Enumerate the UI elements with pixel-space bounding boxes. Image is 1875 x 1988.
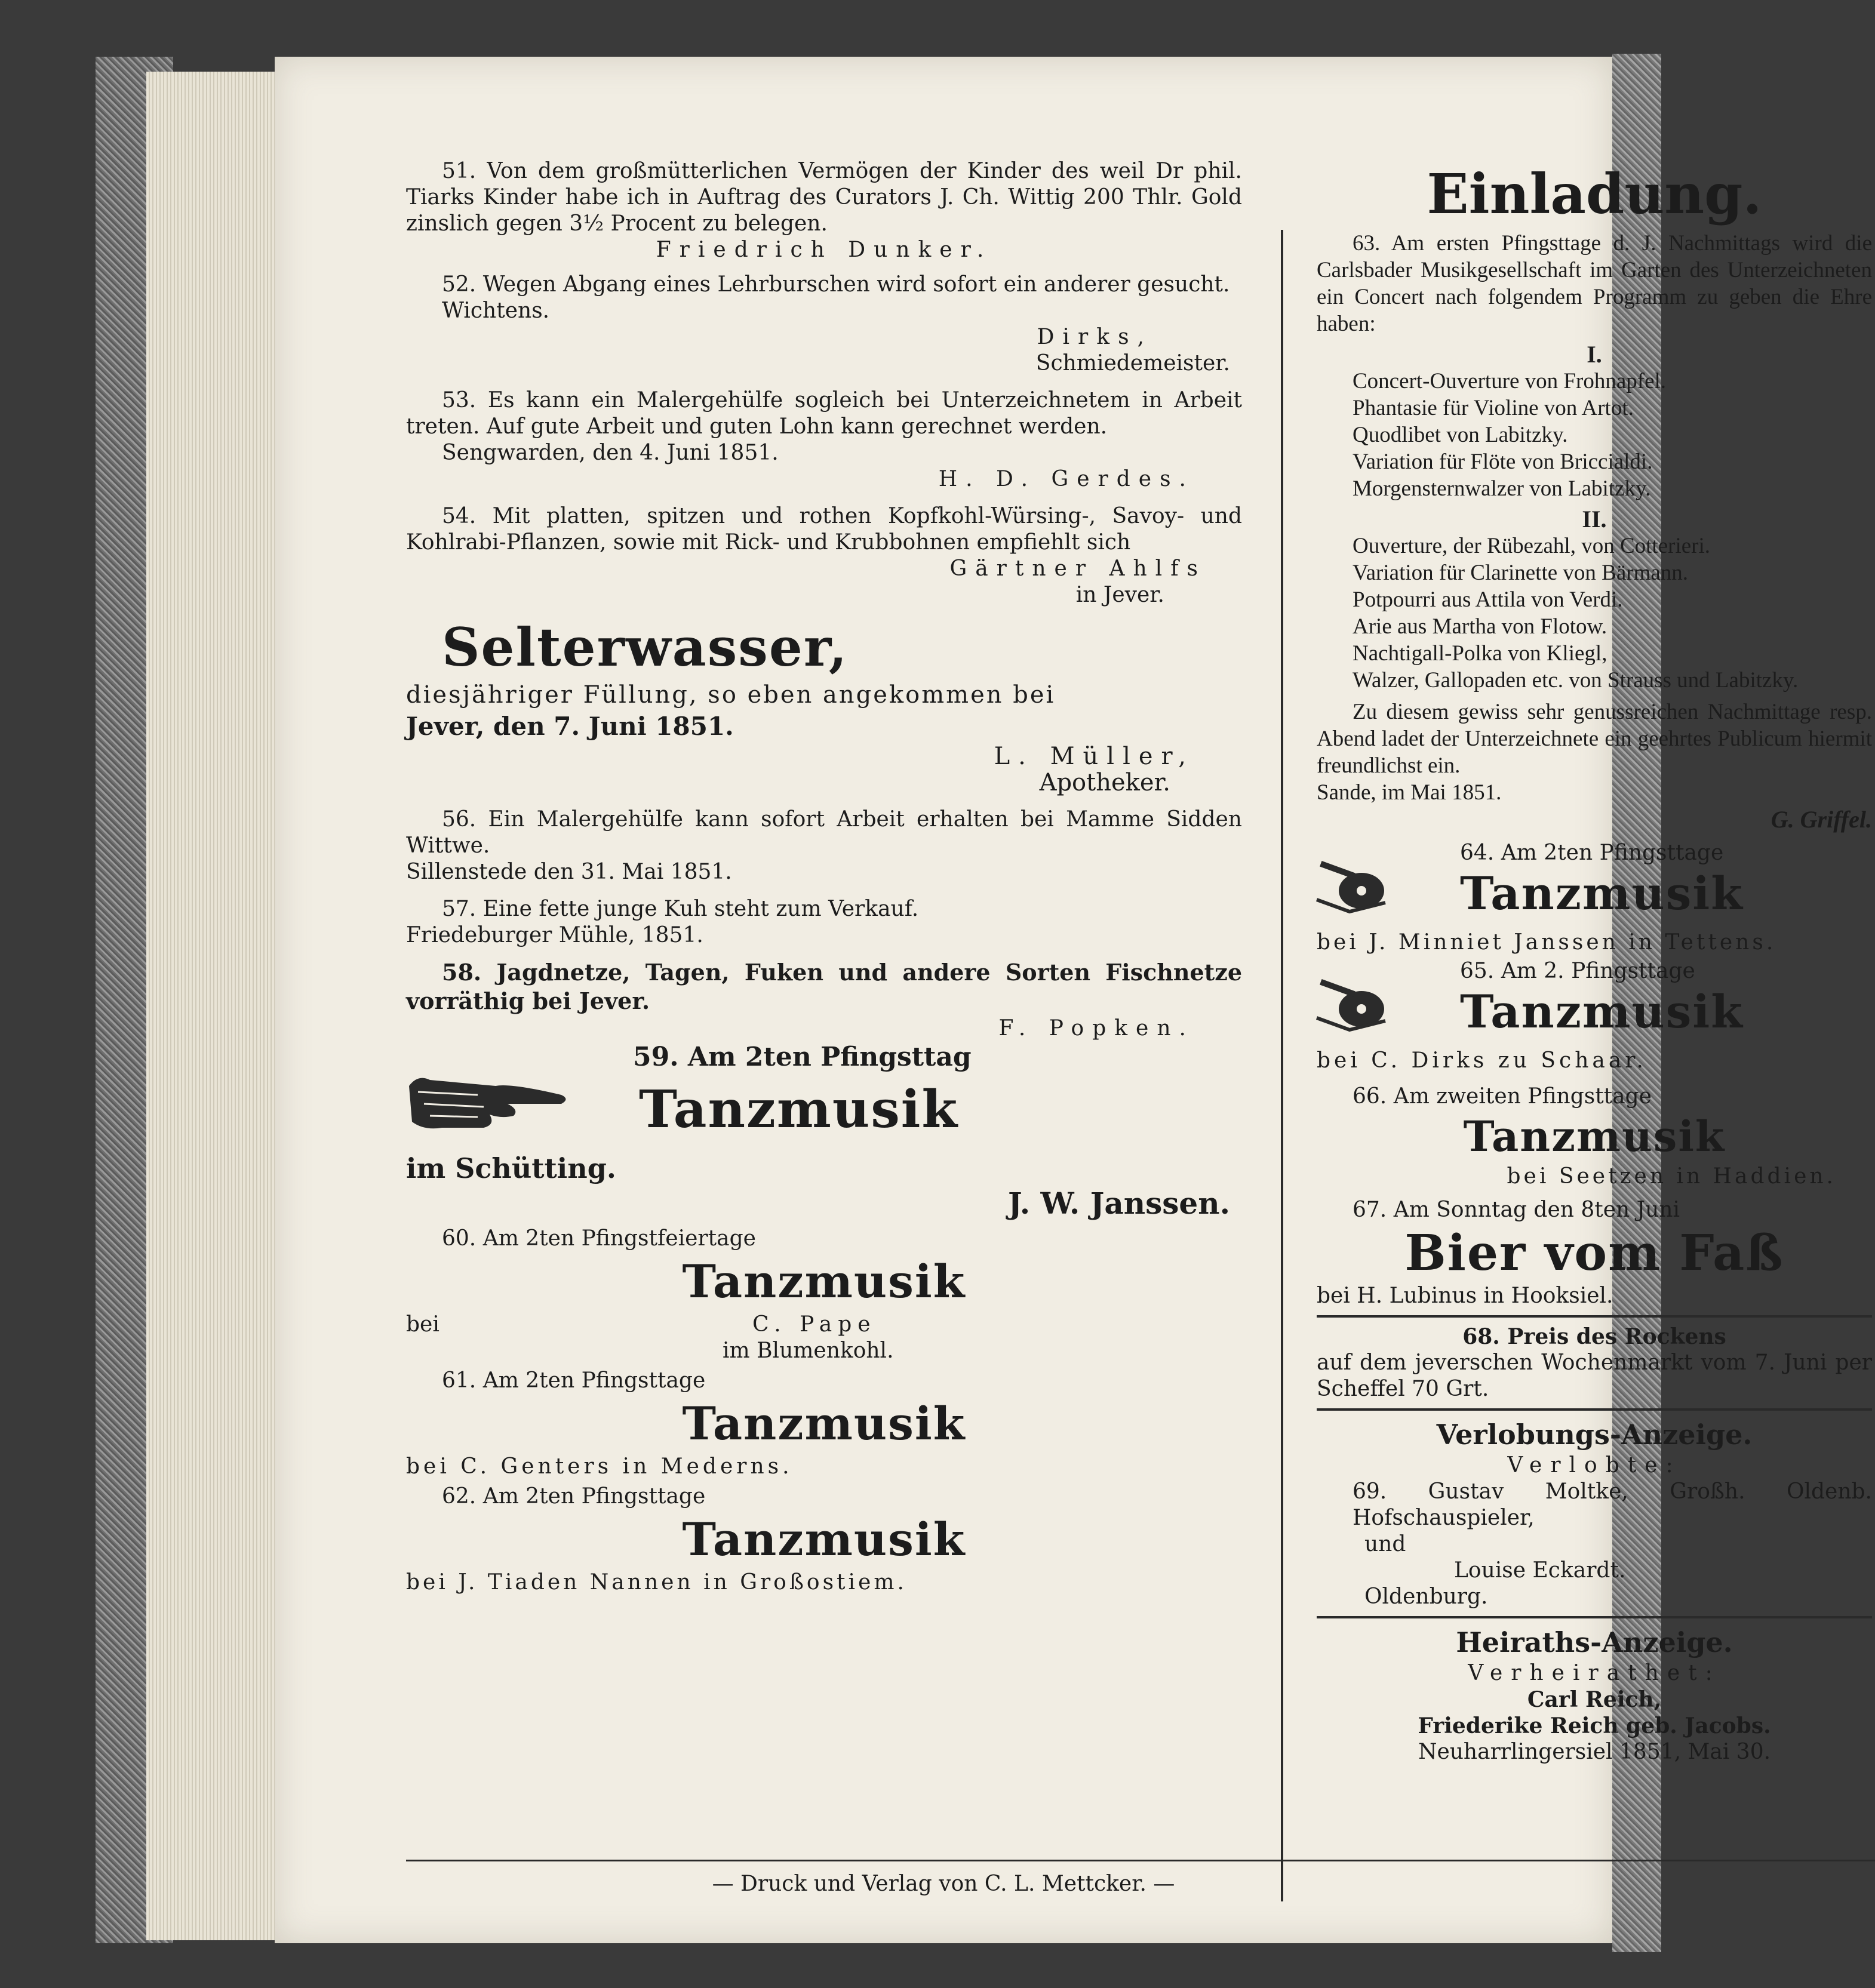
ad-63-text: 63. Am ersten Pfingsttage d. J. Nachmittags wird die Carlsbader Musikgesellschaft im Garten des Unterzeichneten ein Concert nach folgendem Programm zu geben die Ehre haben: xyxy=(1317,231,1872,336)
ad-63-title: Einladung. xyxy=(1427,162,1762,226)
newspaper-page xyxy=(275,57,1872,1943)
ad-55-date: Jever, den 7. Juni 1851. xyxy=(406,712,734,741)
ad-65-heading: 65. Am 2. Pfingsttage xyxy=(1460,959,1695,983)
left-column xyxy=(406,158,1242,1596)
ad-61-title: Tanzmusik xyxy=(682,1397,966,1450)
program-item: Quodlibet von Labitzky. xyxy=(1353,423,1568,447)
ad-61-line: bei C. Genters in Mederns. xyxy=(406,1454,793,1479)
program-part-2: II. xyxy=(1582,506,1607,533)
program-list-2 xyxy=(1353,533,1872,694)
ad-55-headline: Selterwasser, xyxy=(442,616,849,678)
program-item: Walzer, Gallopaden etc. von Strauss und Labitzky. xyxy=(1353,668,1799,693)
ad-52-text: 52. Wegen Abgang eines Lehrburschen wird sofort ein anderer gesucht. xyxy=(442,272,1230,297)
ad-64-block xyxy=(1317,840,1872,930)
ad-52-title: Schmiedemeister. xyxy=(1035,351,1230,376)
ad-60-signature: C. Pape xyxy=(752,1312,877,1337)
ad-60-title: Tanzmusik xyxy=(682,1255,966,1308)
ad-54-place: in Jever. xyxy=(1075,583,1164,607)
bottom-rule xyxy=(406,1860,1875,1861)
ad-59-title: Tanzmusik xyxy=(639,1079,959,1140)
program-part-1: I. xyxy=(1587,341,1602,368)
printer-imprint: — Druck und Verlag von C. L. Mettcker. — xyxy=(712,1872,1175,1896)
ad-60-bei: bei xyxy=(406,1312,439,1337)
ad-55-title: Apotheker. xyxy=(1039,769,1170,796)
marriage-name-2: Friederike Reich geb. Jacobs. xyxy=(1418,1713,1771,1738)
ad-67-line: bei H. Lubinus in Hooksiel. xyxy=(1317,1284,1613,1308)
ad-60-signature-block xyxy=(406,1312,1242,1364)
right-column xyxy=(1317,158,1872,1765)
program-item: Variation für Clarinette von Bärmann. xyxy=(1353,561,1689,585)
ad-54-text: 54. Mit platten, spitzen und rothen Kopfkohl-Würsing-, Savoy- und Kohlrabi-Pflanzen, sowie mit Rick- und Krubbohnen empfiehlt sich xyxy=(406,504,1242,555)
ad-57-place: Friedeburger Mühle, 1851. xyxy=(406,923,703,947)
ad-53-text: 53. Es kann ein Malergehülfe sogleich bei Unterzeichnetem in Arbeit treten. Auf gute Arbeit und guten Lohn kann gerechnet werden. xyxy=(406,388,1242,439)
marriage-name-1: Carl Reich, xyxy=(1527,1687,1662,1712)
guitar-icon xyxy=(1314,970,1397,1036)
separator-rule xyxy=(1317,1315,1872,1318)
column-divider xyxy=(1281,230,1283,1901)
separator-rule xyxy=(1317,1408,1872,1411)
ad-69-line-1: 69. Gustav Moltke, Großh. Oldenb. Hofschauspieler, xyxy=(1353,1479,1872,1530)
ad-56-text: 56. Ein Malergehülfe kann sofort Arbeit erhalten bei Mamme Sidden Wittwe. xyxy=(406,807,1242,858)
ad-59-heading: 59. Am 2ten Pfingsttag xyxy=(633,1042,972,1072)
ad-61-heading: 61. Am 2ten Pfingsttage xyxy=(442,1368,706,1393)
ad-58-signature: F. Popken. xyxy=(998,1016,1194,1041)
ad-64-heading: 64. Am 2ten Pfingsttage xyxy=(1460,841,1724,865)
guitar-icon xyxy=(1314,852,1397,918)
ad-69-und: und xyxy=(1364,1532,1406,1556)
ad-51-text: 51. Von dem großmütterlichen Vermögen der Kinder des weil Dr phil. Tiarks Kinder habe ich in Auftrag des Curators J. Ch. Wittig 200 Thlr. Gold zinslich gegen 3½ Procent zu belegen. xyxy=(406,159,1242,236)
program-item: Potpourri aus Attila von Verdi. xyxy=(1353,587,1623,612)
page-edges xyxy=(146,72,284,1940)
marriage-date: Neuharrlingersiel 1851, Mai 30. xyxy=(1418,1740,1771,1764)
ad-51-signature: Friedrich Dunker. xyxy=(656,238,992,262)
ad-60-heading: 60. Am 2ten Pfingstfeiertage xyxy=(442,1226,756,1251)
ad-52-place: Wichtens. xyxy=(442,298,550,323)
ad-66-title: Tanzmusik xyxy=(1463,1112,1726,1161)
program-item: Ouverture, der Rübezahl, von Cotterieri. xyxy=(1353,534,1710,558)
ad-60-place: im Blumenkohl. xyxy=(723,1338,894,1363)
ad-65-block xyxy=(1317,958,1872,1048)
program-item: Arie aus Martha von Flotow. xyxy=(1353,614,1607,639)
ad-67-heading: 67. Am Sonntag den 8ten Juni xyxy=(1353,1198,1680,1222)
program-list-1 xyxy=(1353,368,1872,502)
ad-52-signature: Dirks, xyxy=(1037,325,1152,349)
ad-59-place: im Schütting. xyxy=(406,1152,616,1184)
ad-63-closing: Zu diesem gewiss sehr genussreichen Nachmittage resp. Abend ladet der Unterzeichnete ein geehrtes Publicum hiermit freundlichst ein. xyxy=(1317,700,1872,778)
ad-68-heading: 68. Preis des Rockens xyxy=(1462,1324,1726,1349)
ad-65-line: bei C. Dirks zu Schaar. xyxy=(1317,1048,1647,1073)
ad-56-date: Sillenstede den 31. Mai 1851. xyxy=(406,860,732,884)
program-item: Nachtigall-Polka von Kliegl, xyxy=(1353,641,1607,666)
ad-69-line-2: Louise Eckardt. xyxy=(1454,1558,1626,1583)
program-item: Phantasie für Violine von Artot. xyxy=(1353,396,1634,420)
marriage-title: Heiraths-Anzeige. xyxy=(1456,1626,1733,1658)
ad-63-signature: G. Griffel. xyxy=(1771,806,1872,833)
ad-62-line: bei J. Tiaden Nannen in Großostiem. xyxy=(406,1570,907,1595)
ad-66-heading: 66. Am zweiten Pfingsttage xyxy=(1353,1084,1652,1109)
ad-67-title: Bier vom Faß xyxy=(1404,1224,1784,1282)
separator-rule xyxy=(1317,1616,1872,1618)
ad-62-title: Tanzmusik xyxy=(682,1513,966,1566)
ad-63-date: Sande, im Mai 1851. xyxy=(1317,780,1502,805)
engagement-title: Verlobungs-Anzeige. xyxy=(1436,1418,1753,1451)
marriage-subtitle: Verheirathet: xyxy=(1468,1661,1721,1685)
ad-57-text: 57. Eine fette junge Kuh steht zum Verkauf. xyxy=(442,897,919,921)
engagement-subtitle: Verlobte: xyxy=(1507,1453,1682,1478)
ad-55-signature: L. Müller, xyxy=(994,743,1194,770)
ad-64-title: Tanzmusik xyxy=(1460,867,1744,920)
ad-55-text: diesjähriger Füllung, so eben angekommen bei xyxy=(406,681,1056,709)
ad-54-signature: Gärtner Ahlfs xyxy=(949,556,1206,581)
ad-58-text: 58. Jagdnetze, Tagen, Fuken und andere Sorten Fischnetze vorräthig bei Jever. xyxy=(406,959,1242,1014)
ad-66-line: bei Seetzen in Haddien. xyxy=(1507,1164,1836,1189)
ad-53-date: Sengwarden, den 4. Juni 1851. xyxy=(442,441,779,465)
ad-68-text: auf dem jeverschen Wochenmarkt vom 7. Juni per Scheffel 70 Grt. xyxy=(1317,1350,1872,1401)
ad-65-title: Tanzmusik xyxy=(1460,985,1744,1038)
program-item: Concert-Ouverture von Frohnapfel. xyxy=(1353,369,1667,393)
ad-59-signature: J. W. Janssen. xyxy=(1007,1186,1230,1221)
ad-53-signature: H. D. Gerdes. xyxy=(938,467,1194,491)
ad-62-heading: 62. Am 2ten Pfingsttage xyxy=(442,1484,706,1509)
pointing-hand-icon xyxy=(406,1062,573,1140)
ad-59-block xyxy=(406,1044,1242,1152)
ad-64-line: bei J. Minniet Janssen in Tettens. xyxy=(1317,930,1776,955)
program-item: Variation für Flöte von Briccialdi. xyxy=(1353,450,1653,474)
program-item: Morgensternwalzer von Labitzky. xyxy=(1353,476,1651,501)
ad-69-place: Oldenburg. xyxy=(1364,1584,1488,1609)
